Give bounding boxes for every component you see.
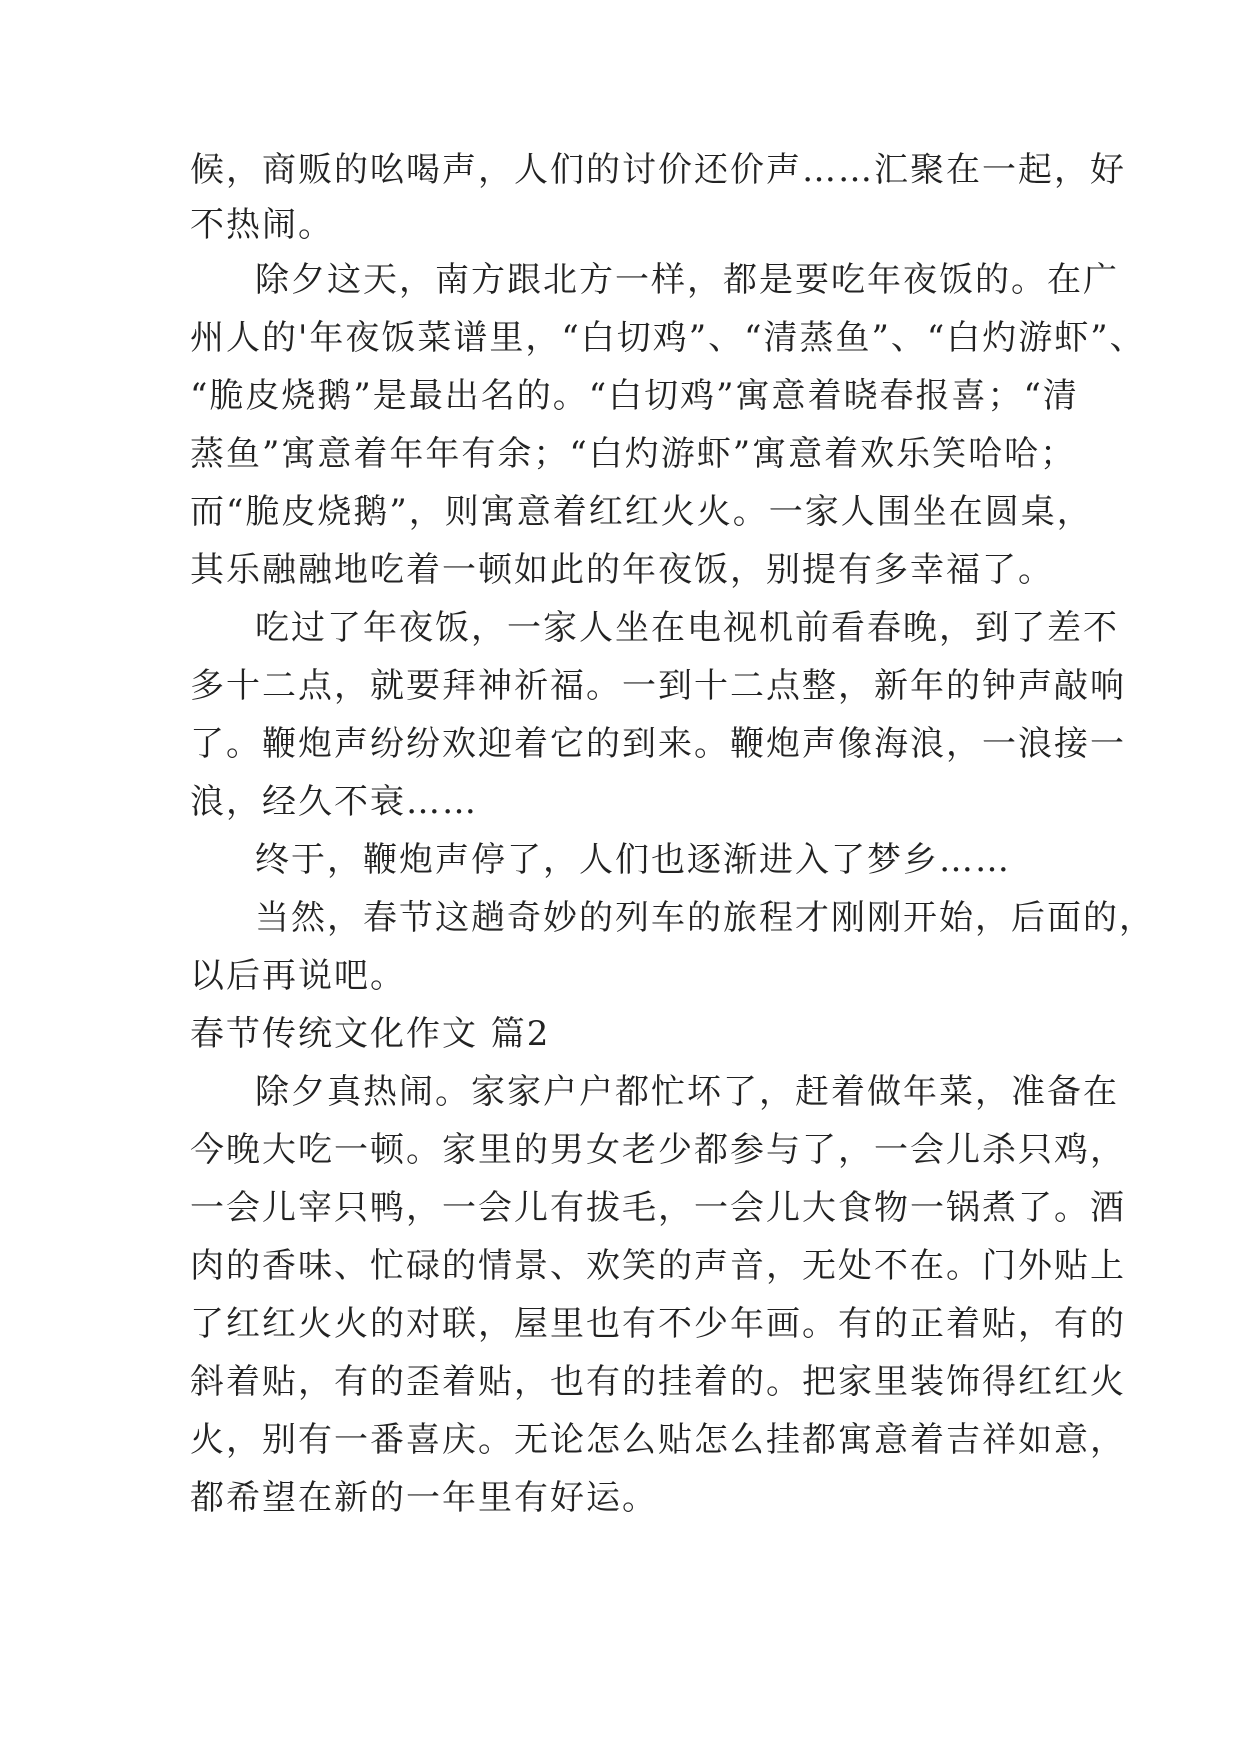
paragraph-start-line: 除夕这天，南方跟北方一样，都是要吃年夜饭的。在广	[255, 260, 1119, 300]
text-line: 了。鞭炮声纷纷欢迎着它的到来。鞭炮声像海浪，一浪接一	[190, 724, 1126, 764]
text-line: 都希望在新的一年里有好运。	[190, 1478, 658, 1518]
text-line: 不热闹。	[190, 205, 334, 245]
paragraph-start-line: 除夕真热闹。家家户户都忙坏了，赶着做年菜，准备在	[255, 1072, 1119, 1112]
text-line: 火，别有一番喜庆。无论怎么贴怎么挂都寓意着吉祥如意，	[190, 1420, 1126, 1460]
text-line: 浪，经久不衰……	[190, 782, 478, 822]
text-line: 蒸鱼”寓意着年年有余；“白灼游虾”寓意着欢乐笑哈哈；	[190, 434, 1077, 474]
paragraph-start-line: 终于，鞭炮声停了，人们也逐渐进入了梦乡……	[255, 840, 1011, 880]
text-line: 以后再说吧。	[190, 956, 406, 996]
text-line: 今晚大吃一顿。家里的男女老少都参与了，一会儿杀只鸡，	[190, 1130, 1126, 1170]
text-line: 肉的香味、忙碌的情景、欢笑的声音，无处不在。门外贴上	[190, 1246, 1126, 1286]
text-line: 其乐融融地吃着一顿如此的年夜饭，别提有多幸福了。	[190, 550, 1054, 590]
section-heading: 春节传统文化作文 篇2	[190, 1014, 551, 1054]
text-line: 斜着贴，有的歪着贴，也有的挂着的。把家里装饰得红红火	[190, 1362, 1126, 1402]
text-line: 而“脆皮烧鹅”，则寓意着红红火火。一家人围坐在圆桌，	[190, 492, 1093, 532]
text-line: 多十二点，就要拜神祈福。一到十二点整，新年的钟声敲响	[190, 666, 1126, 706]
text-line: “脆皮烧鹅”是最出名的。“白切鸡”寓意着晓春报喜；“清	[190, 376, 1079, 416]
text-line: 了红红火火的对联，屋里也有不少年画。有的正着贴，有的	[190, 1304, 1126, 1344]
paragraph-start-line: 吃过了年夜饭，一家人坐在电视机前看春晚，到了差不	[255, 608, 1119, 648]
text-line: 候，商贩的吆喝声，人们的讨价还价声……汇聚在一起，好	[190, 150, 1126, 190]
text-line: 一会儿宰只鸭，一会儿有拔毛，一会儿大食物一锅煮了。酒	[190, 1188, 1126, 1228]
paragraph-start-line: 当然，春节这趟奇妙的列车的旅程才刚刚开始，后面的，	[255, 898, 1155, 938]
text-line: 州人的'年夜饭菜谱里，“白切鸡”、“清蒸鱼”、“白灼游虾”、	[190, 318, 1146, 358]
